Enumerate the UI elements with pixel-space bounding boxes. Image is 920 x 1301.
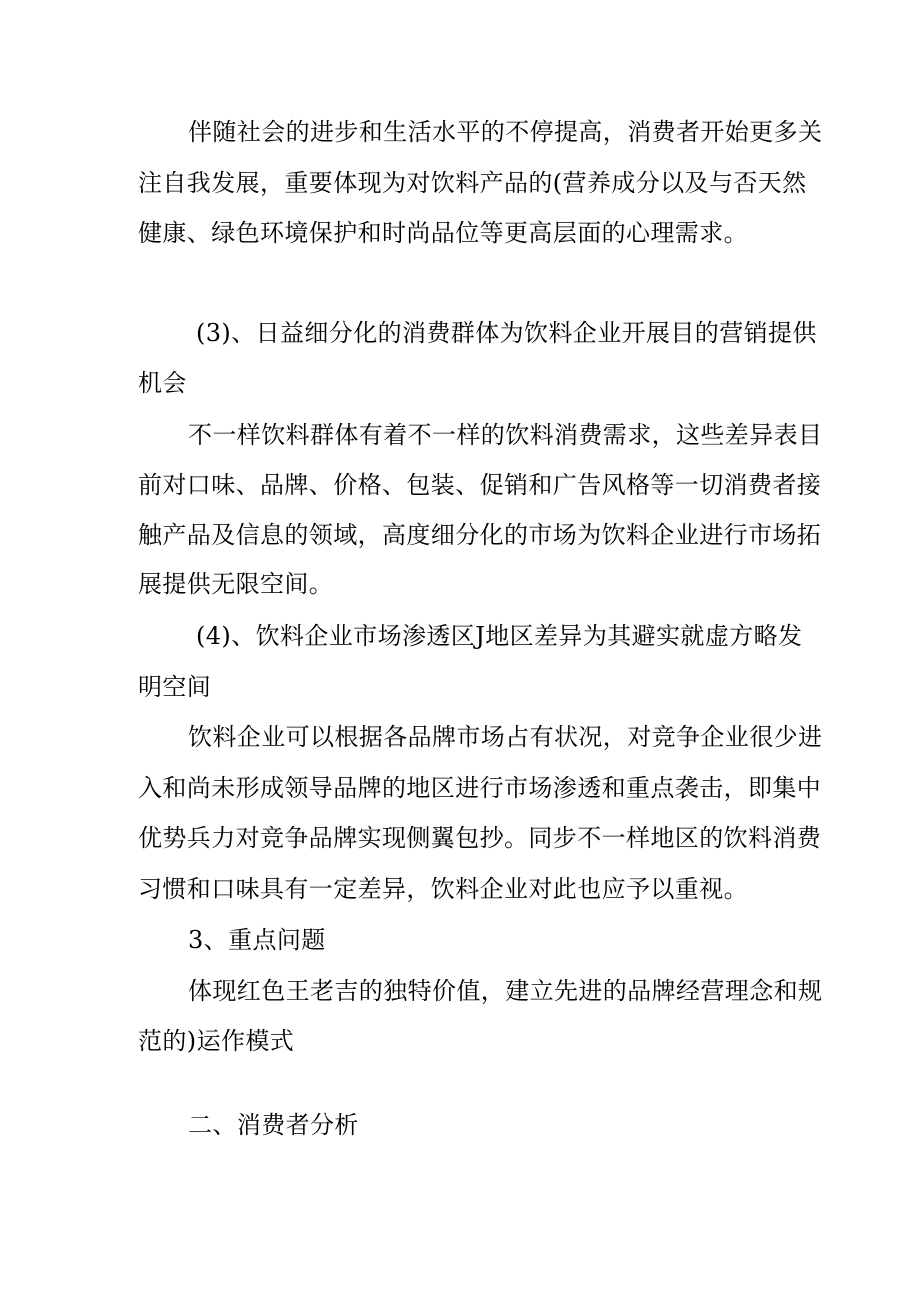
section-heading-line: 明空间 xyxy=(138,673,212,701)
paragraph-line: 触产品及信息的领域，高度细分化的市场为饮料企业进行市场拓 xyxy=(138,521,822,549)
paragraph-line: 习惯和口味具有一定差异，饮料企业对此也应予以重视。 xyxy=(138,875,748,903)
paragraph-line: 健康、绿色环境保护和时尚品位等更高层面的心理需求。 xyxy=(138,219,748,247)
paragraph-line: 饮料企业可以根据各品牌市场占有状况，对竞争企业很少进 xyxy=(188,723,823,751)
paragraph-line: 不一样饮料群体有着不一样的饮料消费需求，这些差异表目 xyxy=(188,421,823,449)
paragraph-line: 范的)运作模式 xyxy=(138,1027,295,1055)
section-heading-line: 机会 xyxy=(138,369,187,397)
paragraph-line: 伴随社会的进步和生活水平的不停提高，消费者开始更多关 xyxy=(188,118,823,146)
paragraph-line: 前对口味、品牌、价格、包装、促销和广告风格等一切消费者接 xyxy=(138,471,822,499)
paragraph-line: 入和尚未形成领导品牌的地区进行市场渗透和重点袭击，即集中 xyxy=(138,774,822,802)
paragraph-line: 注自我发展，重要体现为对饮料产品的(营养成分以及与否天然 xyxy=(138,169,807,197)
paragraph-line: 体现红色王老吉的独特价值，建立先进的品牌经营理念和规 xyxy=(188,977,823,1005)
section-heading-line: 二、消费者分析 xyxy=(188,1111,359,1139)
section-heading-line: (4)、饮料企业市场渗透区J地区差异为其避实就虚方略发 xyxy=(196,622,803,650)
paragraph-line: 展提供无限空间。 xyxy=(138,570,334,598)
section-heading-line: 3、重点问题 xyxy=(188,926,326,954)
section-heading-line: (3)、日益细分化的消费群体为饮料企业开展目的营销提供 xyxy=(196,319,817,347)
paragraph-line: 优势兵力对竞争品牌实现侧翼包抄。同步不一样地区的饮料消费 xyxy=(138,824,822,852)
